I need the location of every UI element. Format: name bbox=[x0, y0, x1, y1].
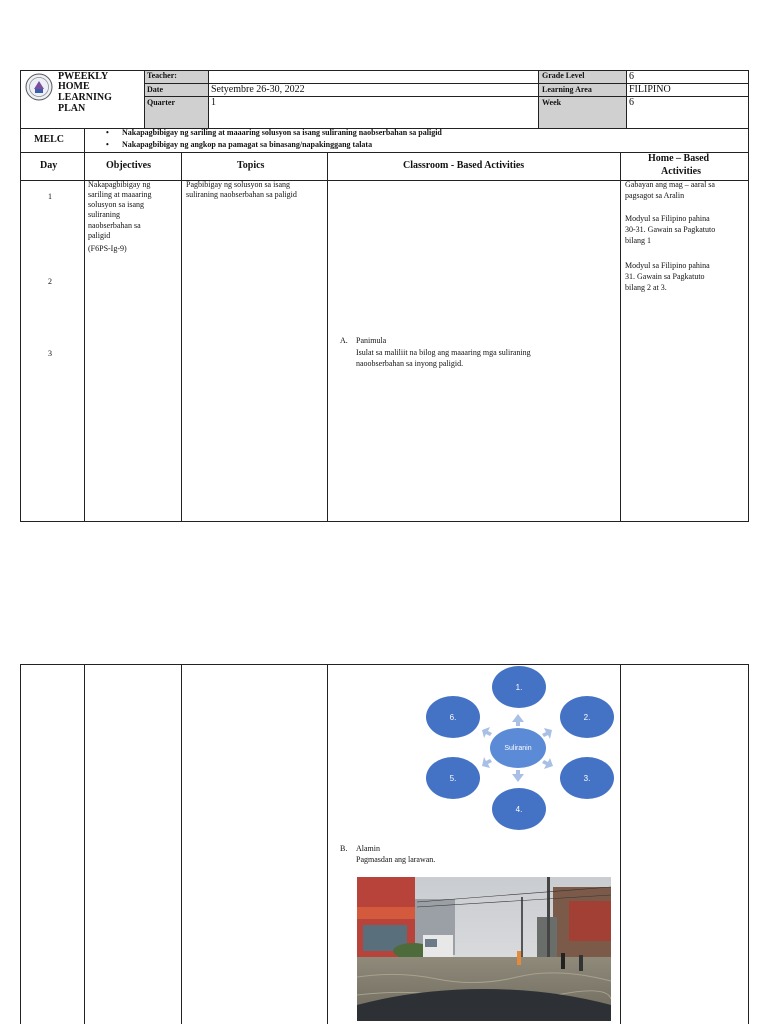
col-header-objectives: Objectives bbox=[106, 160, 151, 171]
activity-b-marker: B. bbox=[340, 844, 348, 853]
plan-title-line-1: PWEEKLY bbox=[58, 71, 109, 82]
melc-bullet-2: • bbox=[106, 140, 109, 149]
quarter-label: Quarter bbox=[147, 98, 175, 107]
objective-line: suliraning bbox=[88, 210, 120, 219]
grade-level-value: 6 bbox=[629, 71, 634, 82]
learning-area-label: Learning Area bbox=[542, 85, 592, 94]
activity-a-line-1: Isulat sa maliliit na bilog ang maaaring mga suliraning bbox=[356, 348, 531, 357]
node-2: 2. bbox=[560, 696, 614, 738]
deped-seal-icon bbox=[24, 72, 54, 102]
node-5: 5. bbox=[426, 757, 480, 799]
home-line: 31. Gawain sa Pagkatuto bbox=[625, 272, 705, 281]
objective-line: paligid bbox=[88, 231, 111, 240]
topic-line-1: Pagbibigay ng solusyon sa isang bbox=[186, 180, 290, 189]
melc-item-1: Nakapagbibigay ng sariling at maaaring solusyon sa isang suliraning naobserbahan sa paligid bbox=[122, 128, 442, 137]
day-2: 2 bbox=[48, 277, 52, 286]
date-value: Setyembre 26-30, 2022 bbox=[211, 84, 305, 95]
melc-bullet-1: • bbox=[106, 128, 109, 137]
activity-b-instruction: Pagmasdan ang larawan. bbox=[356, 855, 436, 864]
node-6: 6. bbox=[426, 696, 480, 738]
arrow-downright-icon bbox=[542, 758, 553, 769]
node-4: 4. bbox=[492, 788, 546, 830]
date-label: Date bbox=[147, 85, 163, 94]
plan-title-line-4: PLAN bbox=[58, 103, 86, 114]
teacher-label: Teacher: bbox=[147, 71, 177, 80]
learning-area-value: FILIPINO bbox=[629, 84, 671, 95]
arrow-upright-icon bbox=[542, 728, 552, 739]
node-1: 1. bbox=[492, 666, 546, 708]
arrow-downleft-icon bbox=[482, 757, 492, 768]
arrow-upleft-icon bbox=[482, 727, 492, 738]
home-line: Modyul sa Filipino pahina bbox=[625, 214, 710, 223]
objective-line: solusyon sa isang bbox=[88, 200, 144, 209]
objective-line: naobserbahan sa bbox=[88, 221, 141, 230]
grade-level-label: Grade Level bbox=[542, 71, 585, 80]
melc-item-2: Nakapagbibigay ng angkop na pamagat sa binasang/napakinggang talata bbox=[122, 140, 373, 149]
week-label: Week bbox=[542, 98, 562, 107]
objective-line: Nakapagbibigay ng bbox=[88, 180, 151, 189]
home-line: Modyul sa Filipino pahina bbox=[625, 261, 710, 270]
plan-title-line-2: HOME bbox=[58, 81, 90, 92]
col-header-home-line-1: Home – Based bbox=[648, 153, 710, 164]
col-header-topics: Topics bbox=[237, 160, 265, 171]
objective-line: (F6PS-Ig-9) bbox=[88, 244, 127, 253]
flooded-street-photo bbox=[357, 877, 611, 1021]
home-line: pagsagot sa Aralin bbox=[625, 191, 685, 200]
day-3: 3 bbox=[48, 349, 52, 358]
home-line: Gabayan ang mag – aaral sa bbox=[625, 180, 715, 189]
arrow-up-icon bbox=[512, 714, 524, 726]
home-line: 30-31. Gawain sa Pagkatuto bbox=[625, 225, 716, 234]
melc-label: MELC bbox=[34, 134, 64, 145]
quarter-value: 1 bbox=[211, 97, 216, 108]
activity-a-marker: A. bbox=[340, 336, 348, 345]
node-3: 3. bbox=[560, 757, 614, 799]
center-node-suliranin: Suliranin bbox=[490, 728, 546, 768]
home-line: bilang 1 bbox=[625, 236, 651, 245]
activity-a-title: Panimula bbox=[356, 336, 387, 345]
home-line: bilang 2 at 3. bbox=[625, 283, 667, 292]
objective-line: sariling at maaaring bbox=[88, 190, 152, 199]
activity-b-title: Alamin bbox=[356, 844, 380, 853]
arrow-down-icon bbox=[512, 770, 524, 782]
col-header-day: Day bbox=[40, 160, 58, 171]
plan-title-line-3: LEARNING bbox=[58, 92, 112, 103]
topic-line-2: suliraning naobserbahan sa paligid bbox=[186, 190, 297, 199]
activity-a-line-2: naoobserbahan sa inyong paligid. bbox=[356, 359, 464, 368]
day-1: 1 bbox=[48, 192, 52, 201]
week-value: 6 bbox=[629, 97, 634, 108]
col-header-classroom: Classroom - Based Activities bbox=[403, 160, 525, 171]
col-header-home-line-2: Activities bbox=[661, 166, 701, 177]
